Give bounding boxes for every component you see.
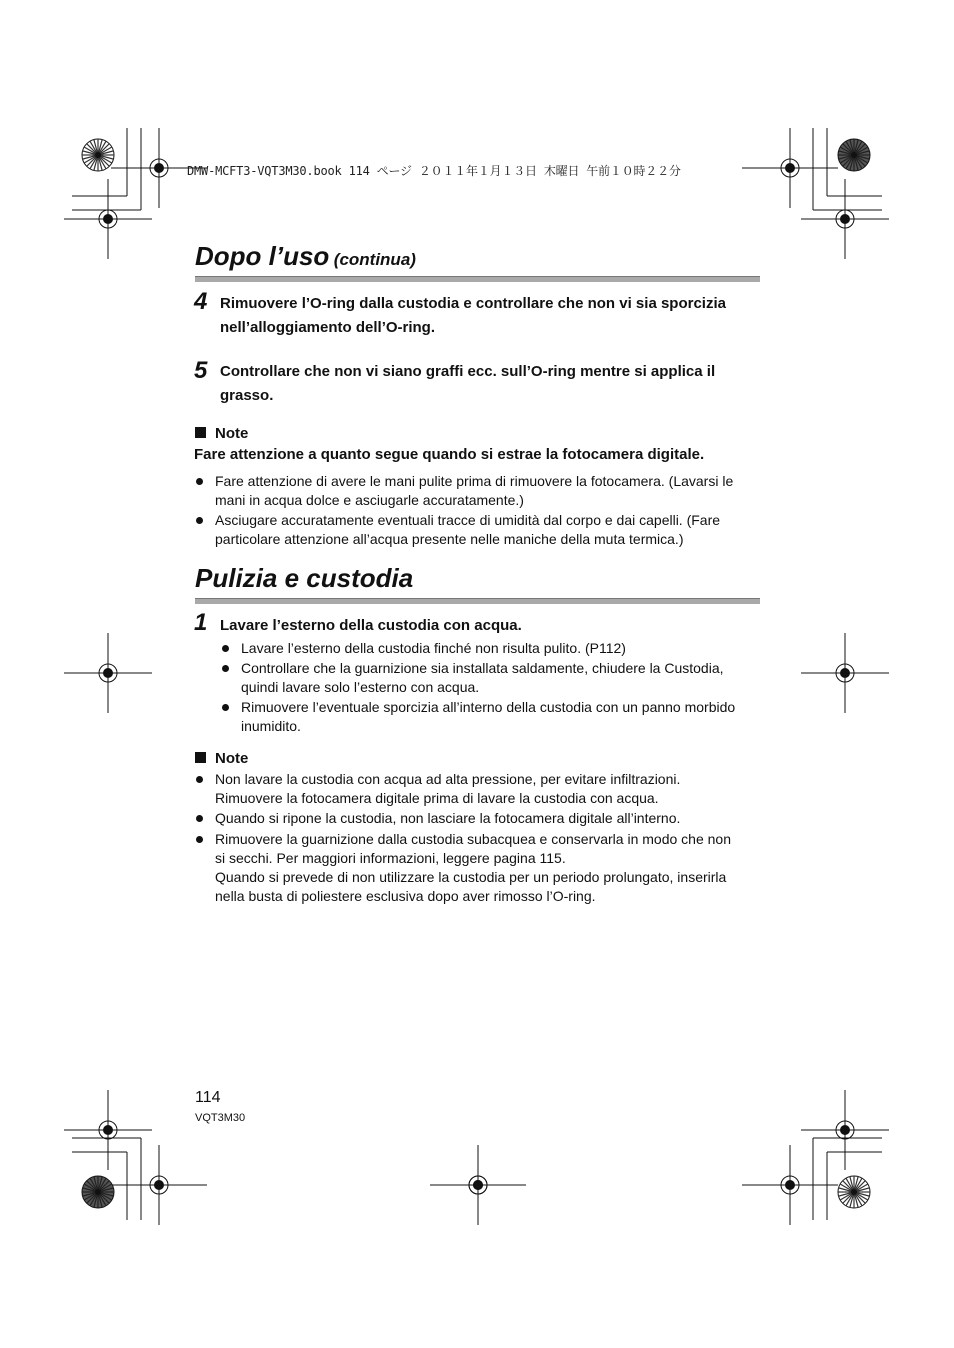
- list-item: [196, 809, 766, 829]
- list-item: [196, 472, 766, 512]
- registration-mark-icon: [64, 179, 152, 259]
- print-header: DMW-MCFT3-VQT3M30.book 114 ページ ２０１１年１月１３日 木曜日 午前１０時２２分: [187, 164, 681, 178]
- section-rule: [195, 276, 760, 282]
- registration-mark-icon: [801, 1090, 889, 1170]
- bullet-icon: [196, 776, 203, 783]
- bullet-icon: [196, 478, 203, 485]
- list-item-line: particolare attenzione all’acqua presente nelle maniche della muta termica.): [215, 531, 684, 547]
- note-intro: Fare attenzione a quanto segue quando si estrae la fotocamera digitale.: [194, 446, 705, 463]
- list-item-line: Controllare che la guarnizione sia installata saldamente, chiudere la Custodia,: [241, 660, 724, 676]
- bullet-icon: [196, 836, 203, 843]
- bullet-icon: [222, 645, 229, 652]
- list-item-line: Non lavare la custodia con acqua ad alta pressione, per evitare infiltrazioni.: [215, 771, 681, 787]
- registration-mark-icon: [111, 1145, 207, 1225]
- registration-mark-icon: [742, 1145, 838, 1225]
- note-label: Note: [215, 750, 249, 767]
- list-item: [196, 770, 766, 810]
- list-item-line: quindi lavare solo l’esterno con acqua.: [241, 679, 480, 695]
- registration-mark-icon: [742, 128, 838, 208]
- step-number: 4: [194, 288, 208, 315]
- list-item: [196, 830, 766, 908]
- list-item: [222, 698, 767, 738]
- step-number: 5: [194, 357, 208, 384]
- list-item-line: Rimuovere la guarnizione dalla custodia subacquea e conservarla in modo che non: [215, 831, 731, 847]
- section-subtitle: (continua): [333, 250, 416, 269]
- note-label: Note: [215, 425, 249, 442]
- registration-mark-icon: [801, 179, 889, 259]
- list-item: [196, 511, 766, 551]
- bullet-icon: [222, 704, 229, 711]
- list-item-line: mani in acqua dolce e asciugarle accuratamente.): [215, 492, 524, 508]
- list-item: [222, 639, 767, 659]
- step-text: Rimuovere l’O-ring dalla custodia e controllare che non vi sia sporcizia nell’alloggiamento dell’O-ring.: [220, 295, 726, 336]
- section-title-dopo-luso: [195, 241, 416, 272]
- step-text: Lavare l’esterno della custodia con acqua.: [220, 617, 522, 634]
- section-title-text: Pulizia e custodia: [195, 563, 414, 593]
- square-bullet-icon: [195, 752, 206, 763]
- bullet-icon: [196, 815, 203, 822]
- bullet-icon: [222, 665, 229, 672]
- list-item-line: Rimuovere la fotocamera digitale prima di lavare la custodia con acqua.: [215, 790, 659, 806]
- list-item-line: inumidito.: [241, 718, 301, 734]
- color-target-icon: [82, 1176, 114, 1208]
- step-number: 1: [194, 609, 208, 636]
- section-title-pulizia: [195, 563, 413, 594]
- list-item-line: nella busta di poliestere esclusiva dopo aver rimosso l’O-ring.: [215, 888, 596, 904]
- color-target-icon: [838, 1176, 870, 1208]
- note-heading: [195, 750, 248, 767]
- registration-mark-icon: [801, 633, 889, 713]
- list-item-line: Quando si ripone la custodia, non lasciare la fotocamera digitale all’interno.: [215, 810, 681, 826]
- registration-mark-icon: [430, 1145, 526, 1225]
- square-bullet-icon: [195, 427, 206, 438]
- document-code: VQT3M30: [195, 1112, 246, 1124]
- list-item-line: si secchi. Per maggiori informazioni, leggere pagina 115.: [215, 850, 566, 866]
- page-number: 114: [195, 1089, 221, 1106]
- list-item: [222, 659, 767, 699]
- list-item-line: Asciugare accuratamente eventuali tracce di umidità dal corpo e dai capelli. (Fare: [215, 512, 721, 528]
- list-item-line: Quando si prevede di non utilizzare la custodia per un periodo prolungato, inserirla: [215, 869, 727, 885]
- list-item-line: Fare attenzione di avere le mani pulite prima di rimuovere la fotocamera. (Lavarsi le: [215, 473, 734, 489]
- color-target-icon: [82, 139, 114, 171]
- bullet-icon: [196, 517, 203, 524]
- list-item-line: Rimuovere l’eventuale sporcizia all’interno della custodia con un panno morbido: [241, 699, 736, 715]
- step-text: Controllare che non vi siano graffi ecc. sull’O-ring mentre si applica il grasso.: [220, 363, 716, 404]
- note-heading: [195, 425, 248, 442]
- color-target-icon: [838, 139, 870, 171]
- registration-mark-icon: [64, 1090, 152, 1170]
- section-rule: [195, 598, 760, 604]
- list-item-line: Lavare l’esterno della custodia finché non risulta pulito. (P112): [241, 640, 626, 656]
- section-title-text: Dopo l’uso: [195, 241, 330, 271]
- registration-mark-icon: [64, 633, 152, 713]
